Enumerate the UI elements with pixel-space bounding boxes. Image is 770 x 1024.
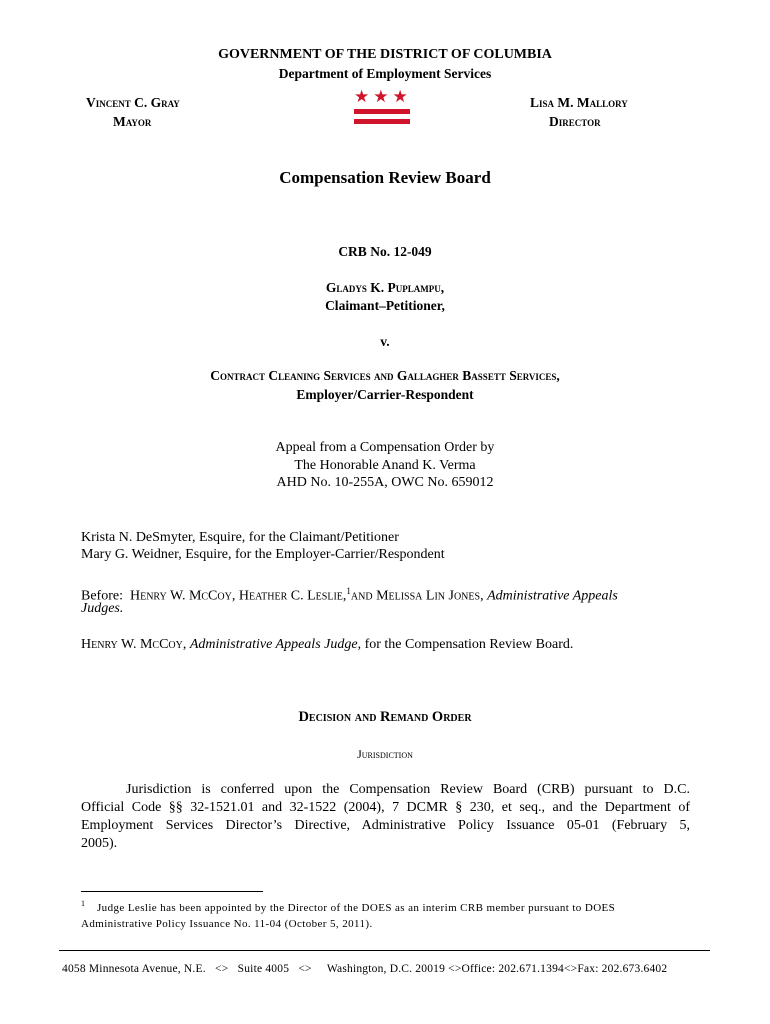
before-line [81,582,701,606]
jurisdiction-line-3: Employment Services Director’s Directive, Administrative Policy Issuance 05-01 (February 5, [81,818,690,833]
appeal-line-1: Appeal from a Compensation Order by [275,440,495,455]
footer-divider [59,950,710,951]
author-title: Administrative Appeals Judge [189,637,358,652]
respondent-name: Contract Cleaning Services and Gallagher Bassett Services, [210,368,560,383]
footnote-line-1: Judge Leslie has been appointed by the Director of the DOES as an interim CRB member pursuant to DOES [97,902,616,914]
respondent-role: Employer/Carrier-Respondent [296,387,474,402]
judge-mccoy: Henry W. McCoy, [129,588,236,604]
footnote-number: 1 [81,899,85,908]
department-heading: Department of Employment Services [278,66,492,81]
author-line [81,636,573,654]
versus: v. [380,334,390,349]
before-label: Before: [81,588,123,604]
jurisdiction-heading: Jurisdiction [357,747,413,761]
flag-stars-icon: ★★★ [354,87,412,106]
jurisdiction-line-2: Official Code §§ 32-1521.01 and 32-1522 (2004), 7 DCMR § 230, et seq., and the Department of [81,800,690,815]
flag-bar-upper [354,109,410,114]
and-word: and [350,588,373,604]
appeal-line-2: The Honorable Anand K. Verma [294,458,476,473]
judge-leslie: Heather C. Leslie, [238,588,347,604]
footnote-divider [81,891,263,892]
judges-title: Administrative Appeals [487,588,618,604]
footnote-ref: 1 [346,586,351,596]
judges-title-cont: Judges. [81,601,124,616]
claimant-role: Claimant–Petitioner, [325,298,445,313]
government-heading: GOVERNMENT OF THE DISTRICT OF COLUMBIA [218,47,552,62]
employer-counsel: Mary G. Weidner, Esquire, for the Employer-Carrier/Respondent [81,547,445,562]
author-name: Henry W. McCoy, [81,637,187,652]
footnote-line-2: Administrative Policy Issuance No. 11-04 (October 5, 2011). [81,918,373,930]
author-suffix: , for the Compensation Review Board. [357,637,574,652]
mayor-name: Vincent C. Gray [86,95,180,110]
claimant-name: Gladys K. Puplampu, [325,280,445,295]
appeal-line-3: AHD No. 10-255A, OWC No. 659012 [276,475,494,490]
board-title: Compensation Review Board [279,168,491,187]
judge-jones: Melissa Lin Jones, [376,588,484,604]
flag-bar-lower [354,119,410,124]
claimant-counsel: Krista N. DeSmyter, Esquire, for the Claimant/Petitioner [81,530,399,545]
mayor-title: Mayor [113,114,152,129]
case-number: CRB No. 12-049 [338,244,432,259]
director-name: Lisa M. Mallory [530,95,628,110]
address-footer: 4058 Minnesota Avenue, N.E. <> Suite 4005 <> Washington, D.C. 20019 <>Office: 202.671.1394<>Fax: 202.673.6402 [62,963,668,975]
jurisdiction-line-4: 2005). [81,836,118,851]
decision-heading: Decision and Remand Order [298,709,472,725]
jurisdiction-line-1: Jurisdiction is conferred upon the Compensation Review Board (CRB) pursuant to D.C. [126,782,690,797]
director-title: Director [549,114,601,129]
